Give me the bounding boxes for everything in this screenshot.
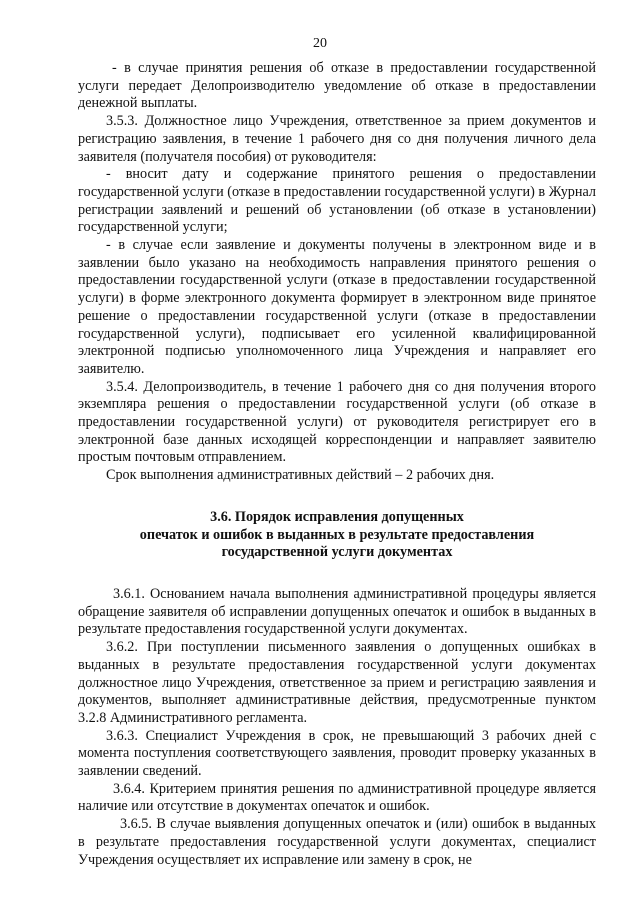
paragraph-electronic-decision: - в случае если заявление и документы получены в электронном виде и в заявлении было указано на необходимость направления принятого решения о предоставлении государственной услуги (отказе в предоставлении государственной услуги) в форме электронного документа формирует в электронном виде принятое решение о предоставлении государственной услуги (отказе в предоставлении государственной услуги), подписывает его усиленной квалифицированной электронной подписью уполномоченного лица Учреждения и направляет его заявителю. xyxy=(78,237,596,377)
paragraph-3-5-3: 3.5.3. Должностное лицо Учреждения, ответственное за прием документов и регистрацию заявления, в течение 1 рабочего дня со дня получения личного дела заявителя (получателя пособия) от руководителя: xyxy=(78,113,596,165)
paragraph-3-6-5: 3.6.5. В случае выявления допущенных опечаток и (или) ошибок в выданных в результате предоставления государственной услуги документах, специалист Учреждения осуществляет их исправление или замену в срок, не xyxy=(78,816,596,868)
section-heading-line-2: опечаток и ошибок в выданных в результате предоставления xyxy=(139,526,535,543)
document-body xyxy=(78,60,596,869)
paragraph-3-5-4: 3.5.4. Делопроизводитель, в течение 1 рабочего дня со дня получения второго экземпляра решения о предоставлении государственной услуги (об отказе в предоставлении государственной услуги) от руководителя регистрирует его в электронной базе данных исходящей корреспонденции и направляет заявителю простым почтовым отправлением. xyxy=(78,378,596,466)
paragraph-3-6-1: 3.6.1. Основанием начала выполнения административной процедуры является обращение заявителя об исправлении допущенных опечаток и ошибок в выданных в результате предоставления государственной услуги документах. xyxy=(78,585,596,638)
section-heading-line-1: 3.6. Порядок исправления допущенных xyxy=(210,508,464,525)
paragraph-deadline: Срок выполнения административных действий – 2 рабочих дня. xyxy=(106,467,495,484)
paragraph-3-6-2: 3.6.2. При поступлении письменного заявления о допущенных ошибках в выданных в результате предоставления государственной услуги документах должностное лицо Учреждения, ответственное за прием и регистрацию заявления и документов, выполняет административные действия, предусмотренные пунктом 3.2.8 Административного регламента. xyxy=(78,639,596,726)
section-heading xyxy=(78,509,596,562)
paragraph-3-6-4: 3.6.4. Критерием принятия решения по административной процедуре является наличие или отсутствие в документах опечаток и ошибок. xyxy=(78,780,596,815)
page-number: 20 xyxy=(313,36,327,51)
paragraph-journal-entry: - вносит дату и содержание принятого решения о предоставлении государственной услуги (отказе в предоставлении государственной услуги) в Журнал регистрации заявлений и решений об установлении (об отказе в установлении) государственной услуги; xyxy=(78,166,596,236)
paragraph-3-6-3: 3.6.3. Специалист Учреждения в срок, не превышающий 3 рабочих дней с момента поступления соответствующего заявления, проводит проверку указанных в заявлении сведений. xyxy=(78,727,596,780)
section-heading-line-3: государственной услуги документах xyxy=(221,544,453,561)
paragraph-refusal-notice: - в случае принятия решения об отказе в предоставлении государственной услуги передает Делопроизводителю уведомление об отказе в предоставлении денежной выплаты. xyxy=(78,60,596,112)
